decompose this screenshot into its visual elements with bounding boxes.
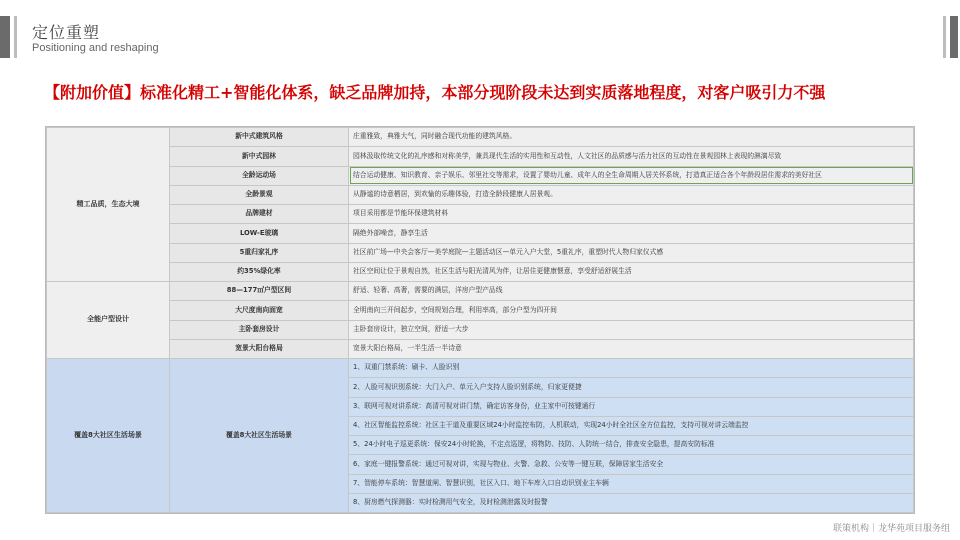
desc-cell: 宽景大阳台格局，一半生活一半诗意 — [349, 339, 914, 358]
desc-cell: 舒适、轻奢、高奢，需要的满层，洋房户型产品线 — [349, 282, 914, 301]
table-row — [47, 339, 914, 358]
desc-cell: 园林汲取传统文化的礼序感和对称美学，兼具现代生活的实用性和互动性，人文社区的品质感与活力社区的互动性在景观园林上表现的淋漓尽致 — [349, 147, 914, 166]
item-cell: 新中式园林 — [170, 147, 349, 166]
item-cell: 主卧套房设计 — [170, 320, 349, 339]
item-cell: 5重归家礼序 — [170, 243, 349, 262]
group-label: 精工品质，生态大境 — [47, 128, 170, 282]
desc-cell: 社区空间让位于景观自然，社区生活与阳光清风为伴，让居住更健康惬意，享受舒适舒展生活 — [349, 262, 914, 281]
table-row — [47, 128, 914, 147]
desc-cell: 5、24小时电子巡更系统：保安24小时轮换，不定点巡逻，将物防、技防、人防统一结合，排查安全隐患，提高安防标准 — [349, 436, 914, 455]
desc-cell: 1、双重门禁系统：刷卡、人脸识别 — [349, 359, 914, 378]
item-cell: 大尺度南向面宽 — [170, 301, 349, 320]
table-row — [47, 359, 914, 378]
group-label: 覆盖8大社区生活场景 — [47, 359, 170, 513]
desc-cell: 隔绝外部噪音，静享生活 — [349, 224, 914, 243]
table-row — [47, 320, 914, 339]
item-cell: 品牌建材 — [170, 205, 349, 224]
table-row — [47, 224, 914, 243]
desc-cell: 3、联网可视对讲系统：高清可视对讲门禁，确定访客身份，业主家中可按键通行 — [349, 397, 914, 416]
item-cell: 宽景大阳台格局 — [170, 339, 349, 358]
desc-cell: 社区前广场—中央会客厅—美学庭院—主题活动区—单元入户大堂，5重礼序，重塑时代人物归家仪式感 — [349, 243, 914, 262]
table-row — [47, 301, 914, 320]
desc-cell: 全明南向三开间起步，空间规划合理，利用率高，部分户型为四开间 — [349, 301, 914, 320]
table-row — [47, 243, 914, 262]
item-cell: 覆盖8大社区生活场景 — [170, 359, 349, 513]
table-row — [47, 166, 914, 185]
item-cell: 全龄运动场 — [170, 166, 349, 185]
desc-cell: 2、人脸可视识别系统：大门入户、单元入户支持人脸识别系统，归家更便捷 — [349, 378, 914, 397]
header-accent-bar — [0, 16, 10, 58]
desc-cell: 8、厨房燃气探测器：实时检测用气安全，及时检测泄露及时报警 — [349, 493, 914, 512]
item-cell: 约35%绿化率 — [170, 262, 349, 281]
group-label: 全能户型设计 — [47, 282, 170, 359]
table-row — [47, 205, 914, 224]
item-cell: LOW-E玻璃 — [170, 224, 349, 243]
item-cell: 88—177㎡户型区间 — [170, 282, 349, 301]
desc-cell: 7、智能停车系统：智慧道闸、智慧识别，社区入口、地下车库入口自动识别业主车辆 — [349, 474, 914, 493]
desc-cell: 庄重雅致，典雅大气，同时融合现代功能的建筑风格。 — [349, 128, 914, 147]
page-subtitle: Positioning and reshaping — [32, 42, 159, 54]
header-accent-line-right — [943, 16, 946, 58]
header-accent-line — [14, 16, 17, 58]
table-row — [47, 262, 914, 281]
desc-cell: 项目采用都是节能环保建筑材料 — [349, 205, 914, 224]
page-title: 定位重塑 — [32, 23, 101, 42]
footer-credit: 联策机构｜龙华苑项目服务组 — [832, 524, 950, 534]
positioning-table — [45, 126, 915, 514]
desc-cell: 结合运动健康、知识教育、亲子娱乐、邻里社交等需求，设置了婴幼儿童、成年人的全生命周期人居关怀系统，打造真正适合各个年龄段居住需求的美好社区 — [349, 166, 914, 185]
headline: 【附加价值】标准化精工+智能化体系，缺乏品牌加持，本部分现阶段未达到实质落地程度，对客户吸引力不强 — [44, 83, 826, 102]
desc-cell: 6、家庭一键报警系统：通过可视对讲，实现与物业、火警、急救、公安等一键互联，保障居家生活安全 — [349, 455, 914, 474]
item-cell: 全龄景观 — [170, 185, 349, 204]
table-row — [47, 282, 914, 301]
item-cell: 新中式建筑风格 — [170, 128, 349, 147]
header-accent-bar-right — [950, 16, 958, 58]
table-row — [47, 185, 914, 204]
desc-cell: 主卧套房设计，独立空间，舒适一大步 — [349, 320, 914, 339]
table-row — [47, 147, 914, 166]
desc-cell: 从静谧的诗意栖居，到欢愉的乐趣体验，打造全龄段健康人居景观。 — [349, 185, 914, 204]
desc-cell: 4、社区智能监控系统：社区主干道及重要区域24小时监控布防，人机联动，实现24小时全社区全方位监控，支持可视对讲云端监控 — [349, 416, 914, 435]
